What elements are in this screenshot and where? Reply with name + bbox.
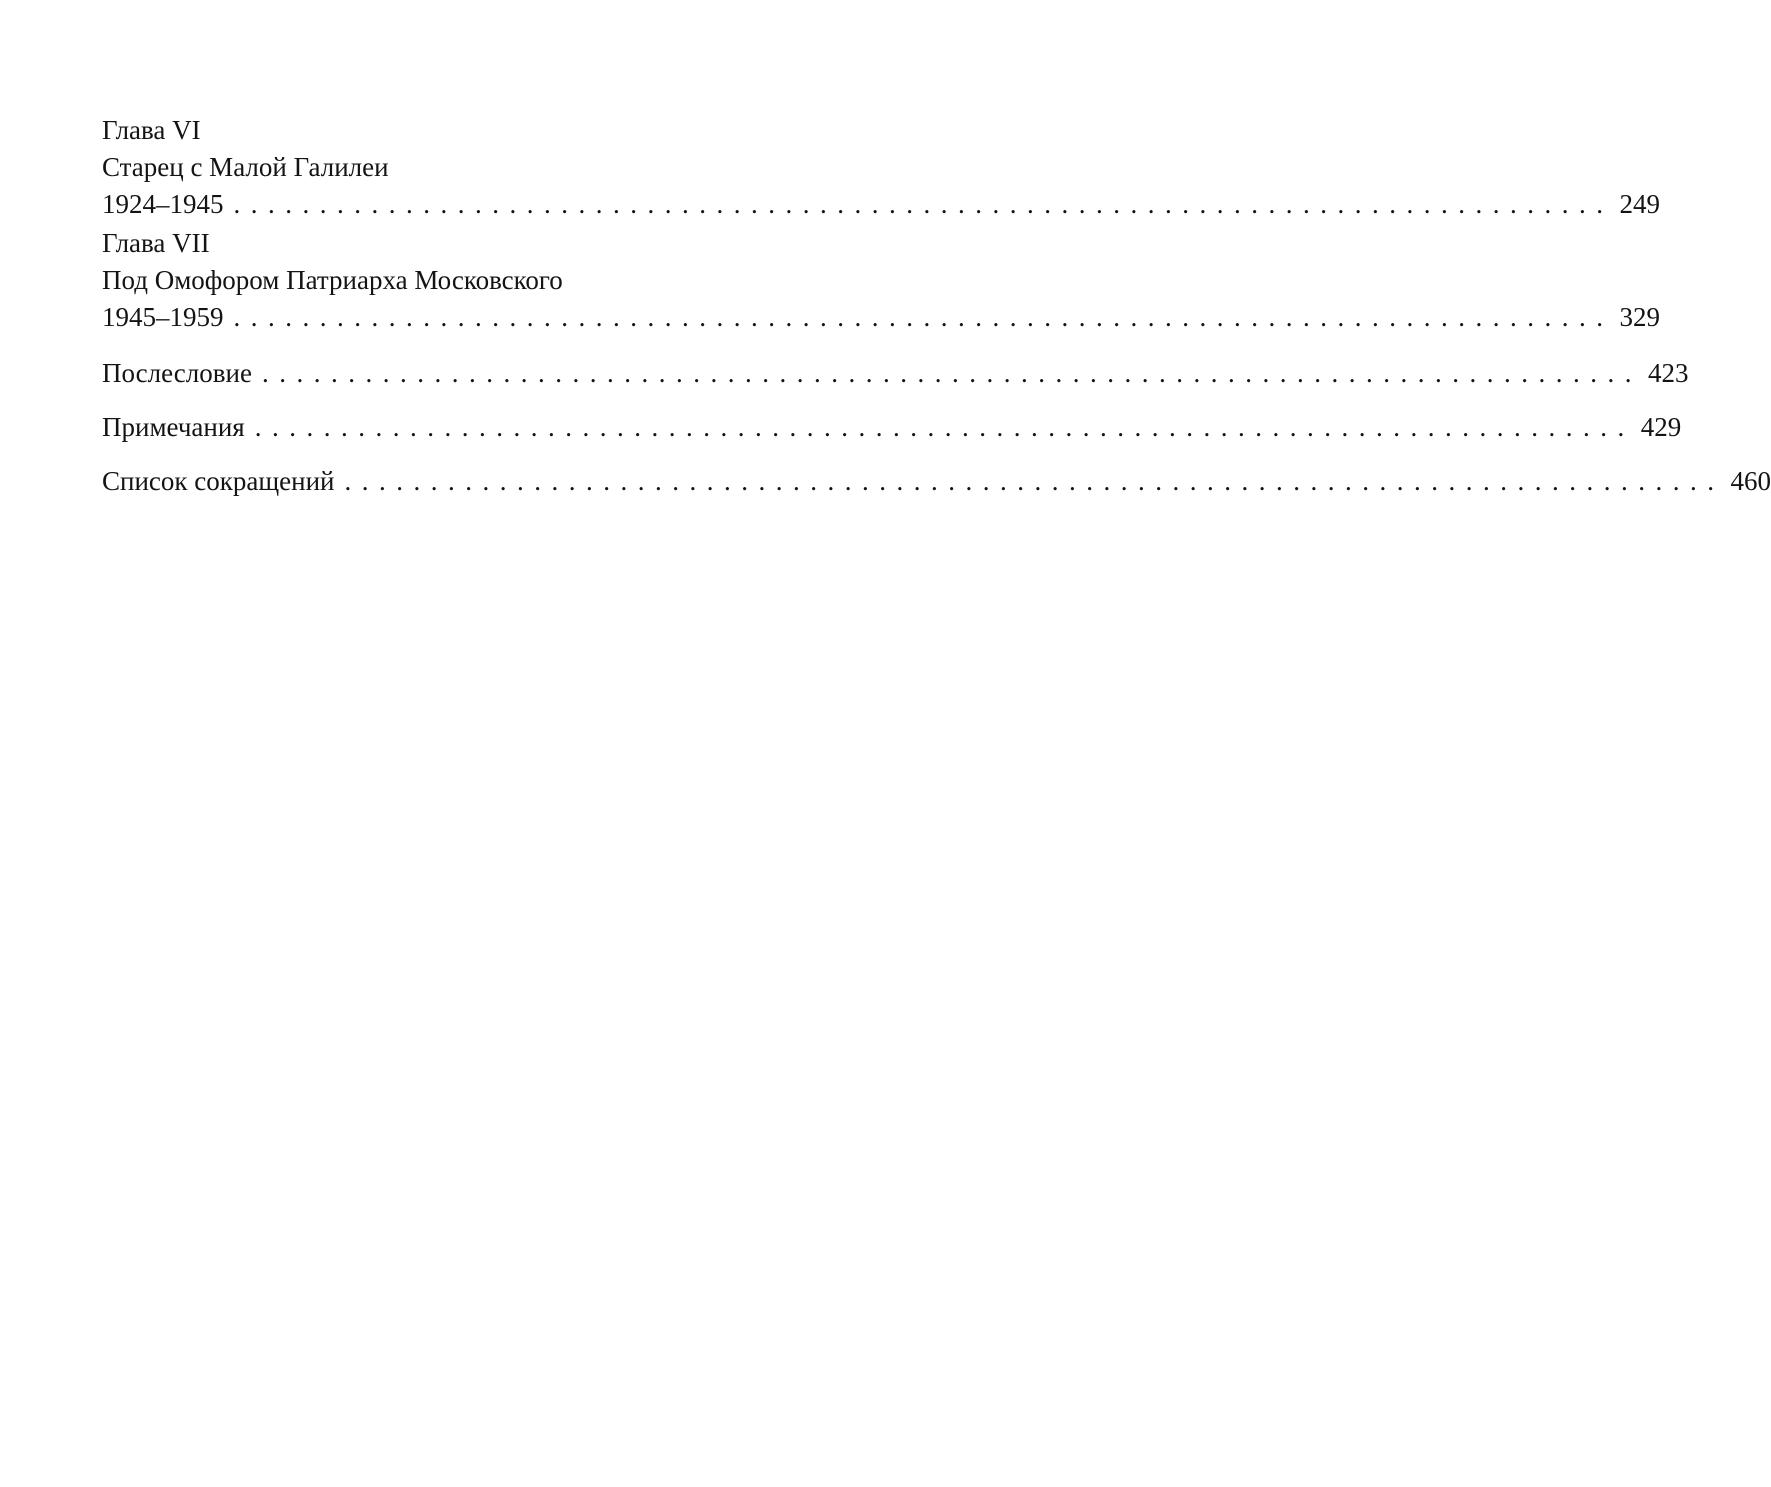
chapter-heading: Глава VI [102, 115, 201, 145]
section-label: Список сокращений [102, 466, 335, 496]
chapter-title: Старец с Малой Галилеи [102, 152, 389, 182]
page-number: 249 [1619, 189, 1660, 219]
table-of-contents [102, 112, 1771, 500]
section-label: Послесловие [102, 358, 252, 388]
toc-entry[interactable] [102, 186, 1660, 223]
page-number: 423 [1647, 358, 1689, 388]
toc-entry[interactable] [102, 299, 1660, 336]
dot-leader: ................................................................................ [233, 189, 1614, 219]
toc-chapter-7 [102, 225, 1660, 336]
section-label: Примечания [102, 412, 245, 442]
spacer [102, 446, 862, 463]
dot-leader: ................................................................................ [344, 466, 1725, 496]
spacer [102, 338, 862, 355]
dot-leader: ................................................................................ [261, 358, 1642, 388]
page-number: 429 [1640, 412, 1682, 442]
chapter-years: 1924–1945 [102, 189, 224, 219]
chapter-title: Под Омофором Патриарха Московского [102, 265, 563, 295]
toc-entry-notes[interactable] [102, 409, 1682, 446]
page-number: 460 [1730, 466, 1771, 496]
spacer [102, 392, 862, 409]
page-number: 329 [1619, 302, 1660, 332]
chapter-heading: Глава VII [102, 228, 210, 258]
toc-entry-afterword[interactable] [102, 355, 1689, 392]
toc-entry-abbreviations[interactable] [102, 463, 1771, 500]
dot-leader: ................................................................................ [233, 302, 1614, 332]
dot-leader: ................................................................................ [254, 412, 1635, 442]
chapter-years: 1945–1959 [102, 302, 224, 332]
toc-chapter-6 [102, 112, 1660, 223]
